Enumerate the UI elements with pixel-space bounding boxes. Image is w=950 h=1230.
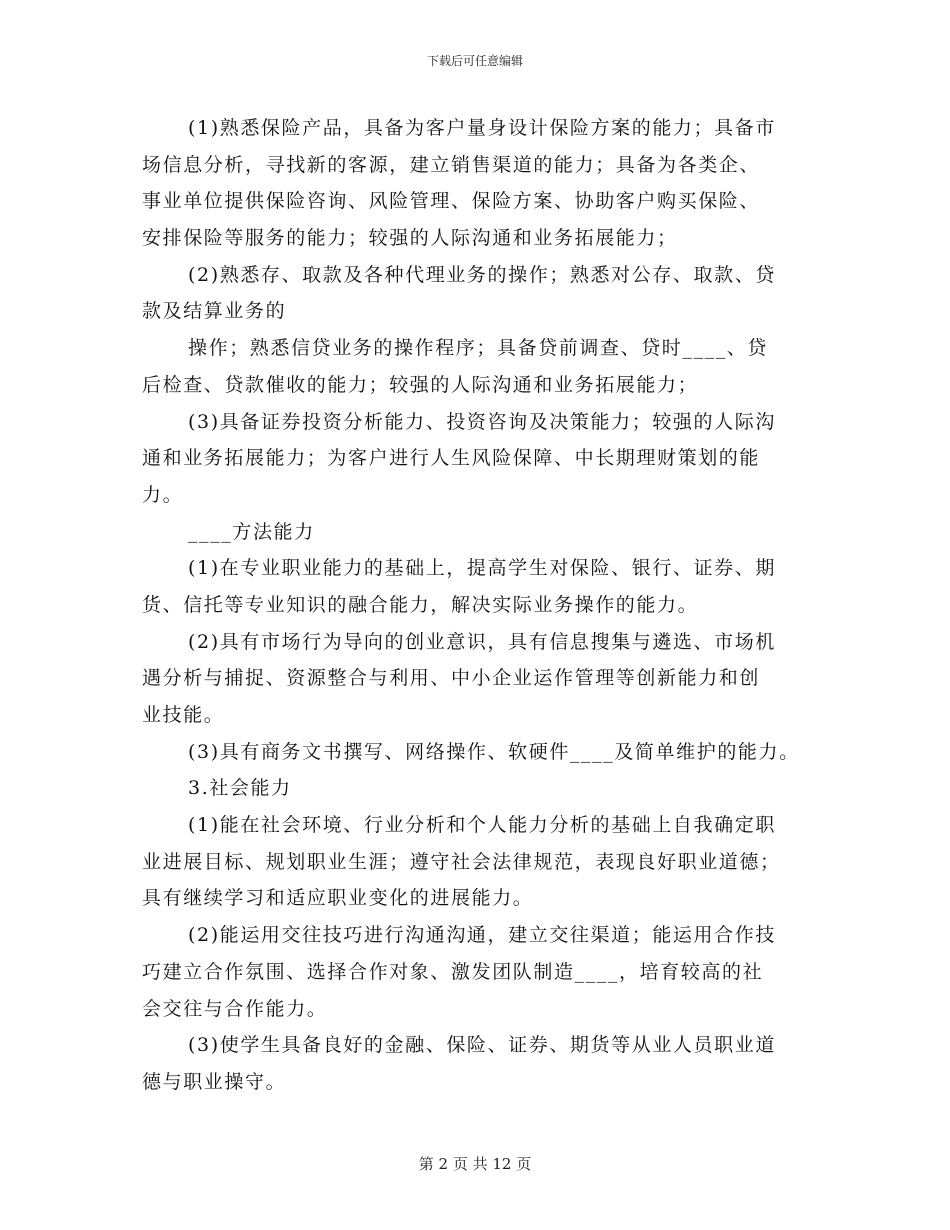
text-line: (3)具有商务文书撰写、网络操作、软硬件____及简单维护的能力。 (188, 740, 800, 763)
text-line: 场信息分析，寻找新的客源，建立销售渠道的能力；具备为各类企、 (142, 153, 761, 176)
text-line: (3)具备证券投资分析能力、投资咨询及决策能力；较强的人际沟 (188, 410, 776, 433)
document-body (142, 110, 822, 1101)
text-line: 后检查、贷款催收的能力；较强的人际沟通和业务拓展能力； (142, 373, 699, 396)
text-line: 业进展目标、规划职业生涯；遵守社会法律规范，表现良好职业道德； (142, 850, 781, 873)
text-line: 会交往与合作能力。 (142, 997, 328, 1020)
text-line: ____方法能力 (188, 520, 315, 543)
text-line: (2)熟悉存、取款及各种代理业务的操作；熟悉对公存、取款、贷 (188, 263, 776, 286)
text-line: 巧建立合作氛围、选择合作对象、激发团队制造____，培育较高的社 (142, 960, 764, 983)
text-line: 具有继续学习和适应职业变化的进展能力。 (142, 887, 534, 910)
text-line: 操作；熟悉信贷业务的操作程序；具备贷前调查、贷时____、贷 (188, 337, 769, 360)
text-line: (1)能在社会环境、行业分析和个人能力分析的基础上自我确定职 (188, 814, 776, 837)
text-line: 遇分析与捕捉、资源整合与利用、中小企业运作管理等创新能力和创 (142, 667, 761, 690)
page-footer: 第 2 页 共 12 页 (418, 1155, 532, 1173)
text-line: (1)在专业职业能力的基础上，提高学生对保险、银行、证券、期 (188, 557, 776, 580)
page-header: 下载后可任意编辑 (426, 54, 523, 68)
text-line: 通和业务拓展能力；为客户进行人生风险保障、中长期理财策划的能 (142, 447, 761, 470)
text-line: (2)具有市场行为导向的创业意识，具有信息搜集与遴选、市场机 (188, 630, 776, 653)
text-line: 业技能。 (142, 704, 225, 726)
text-line: 事业单位提供保险咨询、风险管理、保险方案、协助客户购买保险、 (142, 190, 761, 213)
text-line: (2)能运用交往技巧进行沟通沟通，建立交往渠道；能运用合作技 (188, 924, 776, 947)
text-line: 款及结算业务的 (142, 300, 287, 323)
text-line: 德与职业操守。 (142, 1070, 287, 1093)
text-line: 力。 (142, 483, 184, 506)
text-line: 安排保险等服务的能力；较强的人际沟通和业务拓展能力； (142, 227, 678, 250)
text-line: (1)熟悉保险产品，具备为客户量身设计保险方案的能力；具备市 (188, 117, 776, 139)
text-line: (3)使学生具备良好的金融、保险、证券、期货等从业人员职业道 (188, 1034, 776, 1057)
text-line: 货、信托等专业知识的融合能力，解决实际业务操作的能力。 (142, 593, 699, 616)
text-line: 3.社会能力 (188, 777, 292, 800)
